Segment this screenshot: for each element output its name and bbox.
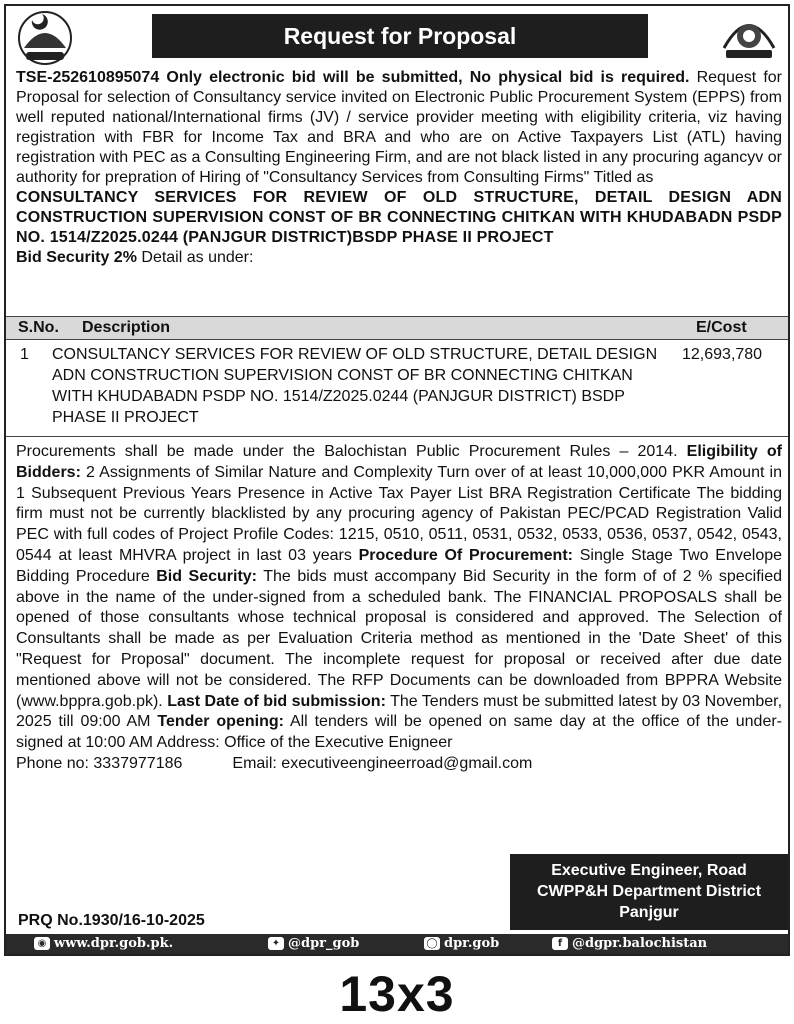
website-text: www.dpr.gob.pk.: [54, 936, 174, 951]
page-title: Request for Proposal: [152, 14, 648, 58]
advertisement-frame: [4, 4, 790, 956]
signature-line-1: Executive Engineer, Road: [551, 862, 747, 879]
department-emblem-logo: [714, 8, 784, 68]
tender-id-notice: TSE-252610895074 Only electronic bid will be submitted, No physical bid is required.: [16, 69, 690, 86]
bid-security-line: [16, 248, 782, 268]
facebook-text: @dgpr.balochistan: [572, 936, 708, 951]
contact-line: [16, 754, 782, 775]
footer-twitter[interactable]: [268, 934, 359, 954]
prq-number: PRQ No.1930/16-10-2025: [18, 912, 205, 929]
project-title: CONSULTANCY SERVICES FOR REVIEW OF OLD STRUCTURE, DETAIL DESIGN ADN CONSTRUCTION SUPERVISION CONST OF BR CONNECTING CHITKAN WITH KHUDABADN PSDP NO. 1514/Z2025.0244 (PANJGUR DISTRICT)BSDP PHASE II PROJECT: [16, 189, 782, 246]
opening-text: All tenders will be opened on same day at the office of the under-signed at 10:00 AM Address: Office of the Executive Enigneer: [16, 713, 783, 752]
ad-size-label: 13x3: [339, 966, 455, 1022]
signature-block: [510, 854, 788, 930]
balochistan-emblem-logo: [10, 8, 80, 68]
footer-facebook[interactable]: [552, 934, 707, 954]
header-sno: S.No.: [18, 319, 59, 336]
twitter-text: @dpr_gob: [288, 936, 360, 951]
bid-security-label: Bid Security 2%: [16, 249, 137, 266]
last-date-text: The Tenders must be submitted latest by 03 November, 2025 till 09:00 AM: [16, 692, 783, 731]
row-sno: 1: [20, 346, 29, 363]
phone-number: Phone no: 3337977186: [16, 754, 183, 772]
last-date-label: Last Date of bid submission:: [167, 692, 386, 710]
cost-table: [6, 316, 788, 437]
row-description: CONSULTANCY SERVICES FOR REVIEW OF OLD STRUCTURE, DETAIL DESIGN ADN CONSTRUCTION SUPERVISION CONST OF BR CONNECTING CHITKAN WITH KHUDABADN PSDP NO. 1514/Z2025.0244 (PANJGUR DISTRICT) BSDP PHASE II PROJECT: [52, 346, 658, 426]
signature-line-3: Panjgur: [619, 904, 679, 921]
terms-paragraph: [16, 442, 782, 775]
header-cost: E/Cost: [696, 319, 747, 336]
intro-text: Request for Proposal for selection of Consultancy service invited on Electronic Public Procurement System (EPPS) from well reputed national/International firms (JV) / service provider meeting with eligibility criteria, viz having registration with FBR for Income Tax and BRA and who are on Active Taxpayers List (ATL) having registration with PEC as a Consulting Engineering Firm, and are not black listed in any procuring agancyv or authority for prepration of Hiring of "Consultancy Services from Consulting Firms" Titled as: [16, 69, 783, 186]
instagram-text: dpr.gob: [444, 936, 500, 951]
intro-paragraph: [16, 68, 782, 268]
bid-security-text: The bids must accompany Bid Security in the form of of 2 % specified above in the name of the under-signed from a scheduled bank. The FINANCIAL PROPOSALS shall be opened of those consultants whose technical proposal is considered and approved. The Selection of Consultants shall be made as per Evaluation Criteria method as mentioned in the 'Date Sheet' of this "Request for Proposal" document. The incomplete request for proposal or received after due date mentioned above will not be considered. The RFP Documents can be downloaded from BPPRA Website (www.bppra.gob.pk).: [16, 567, 783, 710]
email-address[interactable]: Email: executiveengineerroad@gmail.com: [232, 754, 533, 772]
footer-instagram[interactable]: [424, 934, 499, 954]
footer-website[interactable]: [34, 934, 173, 954]
opening-label: Tender opening:: [157, 713, 284, 731]
instagram-icon: ◯: [424, 937, 440, 950]
eligibility-label: Eligibility of Bidders:: [16, 443, 782, 481]
table-header: [6, 316, 788, 340]
footer-bar: [6, 934, 788, 954]
procedure-label: Procedure Of Procurement:: [358, 546, 573, 564]
bid-security-heading: Bid Security:: [156, 567, 258, 585]
header-description: Description: [82, 319, 171, 336]
table-row: [6, 340, 788, 437]
rules-text: Procurements shall be made under the Balochistan Public Procurement Rules – 2014.: [16, 443, 687, 460]
twitter-icon: ✦: [268, 937, 284, 950]
detail-text: Detail as under:: [136, 249, 254, 266]
row-cost: 12,693,780: [682, 346, 763, 363]
facebook-icon: f: [552, 937, 568, 950]
procedure-text: Single Stage Two Envelope Bidding Procedure: [16, 546, 783, 585]
signature-line-2: CWPP&H Department District: [536, 883, 762, 900]
globe-icon: ◉: [34, 937, 50, 950]
eligibility-text: 2 Assignments of Similar Nature and Complexity Turn over of at least 10,000,000 PKR Amount in 1 Subsequent Previous Years Presence in Active Tax Payer List BRA Registration Certificate The bidding firm must not be currently blacklisted by any procuring agency of Pakistan PEC/PCAD Registration Valid PEC with full codes of Project Profile Codes: 1215, 0510, 0511, 0531, 0532, 0533, 0536, 0537, 0542, 0543, 0544 at least MHVRA project in last 03 years: [16, 463, 782, 564]
